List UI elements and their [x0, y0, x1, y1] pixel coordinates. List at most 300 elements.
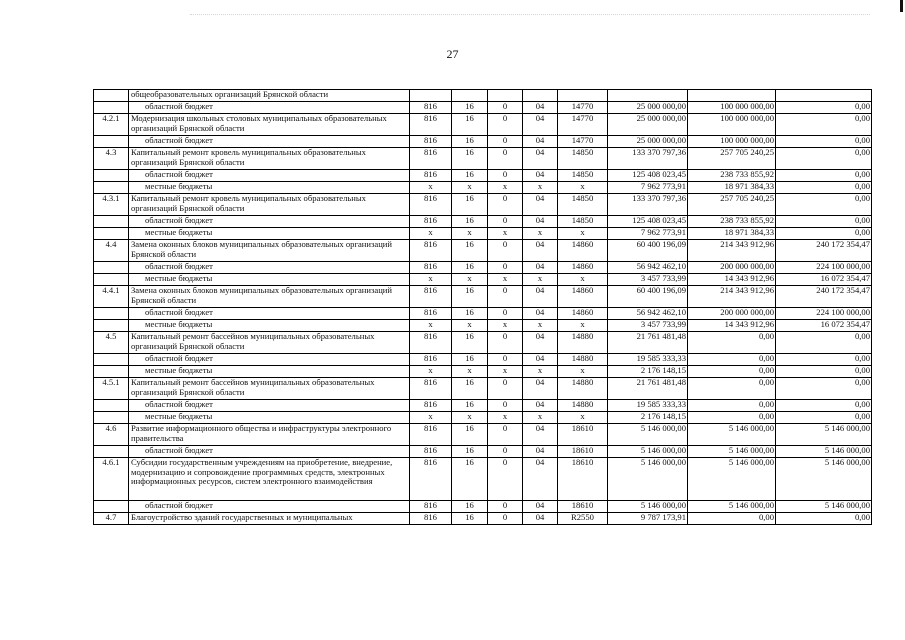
amount-year-3: 0,00	[776, 354, 872, 366]
amount-year-1: 56 942 462,10	[608, 308, 688, 320]
row-name: областной бюджет	[129, 400, 410, 412]
row-name: Замена оконных блоков муниципальных образовательных организаций Брянской области	[129, 286, 410, 308]
code-subsection: 0	[488, 308, 523, 320]
code-subsection: 0	[488, 424, 523, 446]
code-admin: x	[410, 412, 452, 424]
code-target	[558, 90, 608, 102]
row-number: 4.6	[94, 424, 129, 446]
code-section: x	[452, 274, 488, 286]
row-name: областной бюджет	[129, 136, 410, 148]
table-row	[94, 274, 872, 286]
table-row	[94, 216, 872, 228]
code-admin: 816	[410, 102, 452, 114]
amount-year-3: 240 172 354,47	[776, 240, 872, 262]
amount-year-3: 5 146 000,00	[776, 424, 872, 446]
row-number: 4.4	[94, 240, 129, 262]
amount-year-2: 18 971 384,33	[688, 228, 776, 240]
code-article: 04	[523, 102, 558, 114]
code-article: 04	[523, 501, 558, 513]
code-article: 04	[523, 148, 558, 170]
amount-year-2: 5 146 000,00	[688, 446, 776, 458]
code-admin: x	[410, 274, 452, 286]
row-number: 4.3.1	[94, 194, 129, 216]
row-number	[94, 262, 129, 274]
code-section	[452, 90, 488, 102]
code-section: 16	[452, 424, 488, 446]
row-number	[94, 228, 129, 240]
code-section: 16	[452, 216, 488, 228]
code-article: 04	[523, 286, 558, 308]
code-admin: 816	[410, 400, 452, 412]
row-number: 4.7	[94, 513, 129, 525]
code-section: 16	[452, 308, 488, 320]
code-article: 04	[523, 400, 558, 412]
code-admin: 816	[410, 148, 452, 170]
amount-year-1: 56 942 462,10	[608, 262, 688, 274]
table-row	[94, 320, 872, 332]
code-section: 16	[452, 332, 488, 354]
code-section: 16	[452, 102, 488, 114]
row-number	[94, 136, 129, 148]
row-name: Капитальный ремонт бассейнов муниципальных образовательных организаций Брянской области	[129, 378, 410, 400]
code-article: x	[523, 412, 558, 424]
amount-year-1: 125 408 023,45	[608, 170, 688, 182]
amount-year-2: 5 146 000,00	[688, 424, 776, 446]
row-name: местные бюджеты	[129, 412, 410, 424]
table-row	[94, 400, 872, 412]
code-target: x	[558, 412, 608, 424]
amount-year-3: 5 146 000,00	[776, 458, 872, 501]
amount-year-1: 133 370 797,36	[608, 194, 688, 216]
row-name: областной бюджет	[129, 308, 410, 320]
row-number: 4.4.1	[94, 286, 129, 308]
amount-year-1: 7 962 773,91	[608, 182, 688, 194]
row-number	[94, 354, 129, 366]
code-admin	[410, 90, 452, 102]
row-number: 4.5.1	[94, 378, 129, 400]
code-target: 14860	[558, 308, 608, 320]
code-subsection	[488, 90, 523, 102]
code-subsection: 0	[488, 114, 523, 136]
amount-year-1: 19 585 333,33	[608, 400, 688, 412]
code-article: x	[523, 274, 558, 286]
amount-year-2: 0,00	[688, 366, 776, 378]
row-number	[94, 102, 129, 114]
row-name: Капитальный ремонт кровель муниципальных образовательных организаций Брянской области	[129, 148, 410, 170]
amount-year-3	[776, 90, 872, 102]
row-name: Субсидии государственным учреждениям на приобретение, внедрение, модернизацию и сопровождение программных средств, электронных информационных ресурсов, систем электронного взаимодействия	[129, 458, 410, 501]
amount-year-1: 3 457 733,99	[608, 320, 688, 332]
code-article: 04	[523, 136, 558, 148]
row-name: местные бюджеты	[129, 228, 410, 240]
table-row	[94, 446, 872, 458]
code-target: 18610	[558, 458, 608, 501]
code-article: 04	[523, 332, 558, 354]
code-target: x	[558, 320, 608, 332]
code-section: 16	[452, 148, 488, 170]
amount-year-3: 0,00	[776, 170, 872, 182]
row-number	[94, 446, 129, 458]
page-number: 27	[446, 47, 459, 61]
code-admin: 816	[410, 501, 452, 513]
amount-year-2	[688, 90, 776, 102]
code-subsection: 0	[488, 501, 523, 513]
amount-year-3: 0,00	[776, 400, 872, 412]
row-name: общеобразовательных организаций Брянской области	[129, 90, 410, 102]
code-admin: 816	[410, 513, 452, 525]
row-number	[94, 182, 129, 194]
code-subsection: 0	[488, 262, 523, 274]
code-section: 16	[452, 513, 488, 525]
code-target: 18610	[558, 446, 608, 458]
code-admin: 816	[410, 262, 452, 274]
code-article: x	[523, 228, 558, 240]
amount-year-3: 0,00	[776, 136, 872, 148]
code-admin: x	[410, 182, 452, 194]
code-article: x	[523, 320, 558, 332]
code-section: x	[452, 182, 488, 194]
code-admin: x	[410, 366, 452, 378]
code-article	[523, 90, 558, 102]
code-target: 14770	[558, 136, 608, 148]
amount-year-3: 0,00	[776, 194, 872, 216]
table-row	[94, 102, 872, 114]
code-target: 14860	[558, 240, 608, 262]
amount-year-1: 5 146 000,00	[608, 501, 688, 513]
code-section: 16	[452, 400, 488, 412]
amount-year-1: 19 585 333,33	[608, 354, 688, 366]
row-number: 4.5	[94, 332, 129, 354]
code-section: 16	[452, 136, 488, 148]
code-article: 04	[523, 194, 558, 216]
table-row	[94, 228, 872, 240]
row-name: местные бюджеты	[129, 182, 410, 194]
code-subsection: 0	[488, 513, 523, 525]
row-name: местные бюджеты	[129, 320, 410, 332]
code-admin: 816	[410, 240, 452, 262]
amount-year-1: 5 146 000,00	[608, 446, 688, 458]
code-subsection: 0	[488, 378, 523, 400]
code-admin: 816	[410, 136, 452, 148]
code-section: 16	[452, 446, 488, 458]
table-row	[94, 366, 872, 378]
code-subsection: x	[488, 274, 523, 286]
row-name: областной бюджет	[129, 216, 410, 228]
scan-artifact	[190, 14, 870, 17]
amount-year-3: 0,00	[776, 148, 872, 170]
amount-year-2: 18 971 384,33	[688, 182, 776, 194]
row-number	[94, 274, 129, 286]
amount-year-2: 14 343 912,96	[688, 274, 776, 286]
table-row	[94, 458, 872, 501]
amount-year-2: 214 343 912,96	[688, 286, 776, 308]
amount-year-2: 100 000 000,00	[688, 136, 776, 148]
code-article: 04	[523, 354, 558, 366]
scan-edge-mark	[900, 0, 903, 12]
code-target: 14880	[558, 378, 608, 400]
code-article: x	[523, 366, 558, 378]
code-section: x	[452, 228, 488, 240]
code-article: 04	[523, 114, 558, 136]
code-target: 14880	[558, 354, 608, 366]
table-row	[94, 501, 872, 513]
row-number: 4.6.1	[94, 458, 129, 501]
code-section: 16	[452, 240, 488, 262]
row-name: Замена оконных блоков муниципальных образовательных организаций Брянской области	[129, 240, 410, 262]
amount-year-2: 100 000 000,00	[688, 102, 776, 114]
amount-year-3: 0,00	[776, 102, 872, 114]
amount-year-3: 0,00	[776, 412, 872, 424]
amount-year-2: 14 343 912,96	[688, 320, 776, 332]
code-section: 16	[452, 170, 488, 182]
amount-year-1: 2 176 148,15	[608, 366, 688, 378]
table-row	[94, 354, 872, 366]
table-row	[94, 513, 872, 525]
code-target: 14850	[558, 170, 608, 182]
code-article: 04	[523, 458, 558, 501]
table-row	[94, 194, 872, 216]
amount-year-3: 0,00	[776, 228, 872, 240]
code-target: x	[558, 366, 608, 378]
code-target: 14770	[558, 102, 608, 114]
code-section: 16	[452, 378, 488, 400]
table-row	[94, 90, 872, 102]
code-admin: 816	[410, 216, 452, 228]
amount-year-3: 16 072 354,47	[776, 274, 872, 286]
amount-year-3: 16 072 354,47	[776, 320, 872, 332]
code-admin: 816	[410, 194, 452, 216]
amount-year-1: 2 176 148,15	[608, 412, 688, 424]
code-subsection: 0	[488, 458, 523, 501]
amount-year-2: 257 705 240,25	[688, 148, 776, 170]
code-subsection: x	[488, 320, 523, 332]
code-subsection: 0	[488, 148, 523, 170]
code-subsection: 0	[488, 332, 523, 354]
code-article: 04	[523, 240, 558, 262]
table-row	[94, 240, 872, 262]
amount-year-3: 5 146 000,00	[776, 501, 872, 513]
amount-year-3: 0,00	[776, 182, 872, 194]
code-subsection: 0	[488, 102, 523, 114]
code-target: 14880	[558, 332, 608, 354]
table-row	[94, 262, 872, 274]
amount-year-2: 238 733 855,92	[688, 170, 776, 182]
code-admin: 816	[410, 354, 452, 366]
table-row	[94, 424, 872, 446]
code-section: 16	[452, 458, 488, 501]
row-name: Капитальный ремонт бассейнов муниципальных образовательных организаций Брянской области	[129, 332, 410, 354]
code-admin: 816	[410, 332, 452, 354]
amount-year-2: 200 000 000,00	[688, 308, 776, 320]
table-row	[94, 286, 872, 308]
amount-year-1: 3 457 733,99	[608, 274, 688, 286]
code-admin: 816	[410, 424, 452, 446]
row-name: местные бюджеты	[129, 274, 410, 286]
code-admin: x	[410, 320, 452, 332]
code-article: 04	[523, 262, 558, 274]
budget-table	[93, 89, 872, 525]
amount-year-1: 7 962 773,91	[608, 228, 688, 240]
code-target: 14880	[558, 400, 608, 412]
amount-year-1: 25 000 000,00	[608, 114, 688, 136]
amount-year-1: 60 400 196,09	[608, 286, 688, 308]
code-target: 18610	[558, 501, 608, 513]
code-article: 04	[523, 424, 558, 446]
code-admin: 816	[410, 378, 452, 400]
code-article: x	[523, 182, 558, 194]
code-admin: 816	[410, 458, 452, 501]
row-name: областной бюджет	[129, 170, 410, 182]
code-admin: 816	[410, 114, 452, 136]
amount-year-1: 60 400 196,09	[608, 240, 688, 262]
code-section: 16	[452, 194, 488, 216]
amount-year-2: 200 000 000,00	[688, 262, 776, 274]
amount-year-3: 224 100 000,00	[776, 308, 872, 320]
code-target: 18610	[558, 424, 608, 446]
amount-year-1: 21 761 481,48	[608, 378, 688, 400]
code-section: x	[452, 320, 488, 332]
row-number	[94, 90, 129, 102]
code-article: 04	[523, 513, 558, 525]
code-subsection: 0	[488, 216, 523, 228]
code-target: 14860	[558, 286, 608, 308]
row-name: областной бюджет	[129, 501, 410, 513]
amount-year-1	[608, 90, 688, 102]
code-subsection: 0	[488, 400, 523, 412]
amount-year-1: 25 000 000,00	[608, 102, 688, 114]
row-name: Модернизация школьных столовых муниципальных образовательных организаций Брянской области	[129, 114, 410, 136]
code-target: 14860	[558, 262, 608, 274]
code-target: R2550	[558, 513, 608, 525]
row-name: областной бюджет	[129, 102, 410, 114]
amount-year-2: 100 000 000,00	[688, 114, 776, 136]
table-row	[94, 114, 872, 136]
code-section: 16	[452, 501, 488, 513]
amount-year-2: 0,00	[688, 513, 776, 525]
row-number	[94, 170, 129, 182]
row-number	[94, 308, 129, 320]
amount-year-1: 5 146 000,00	[608, 424, 688, 446]
amount-year-2: 238 733 855,92	[688, 216, 776, 228]
code-subsection: 0	[488, 194, 523, 216]
code-article: 04	[523, 378, 558, 400]
amount-year-1: 125 408 023,45	[608, 216, 688, 228]
code-subsection: 0	[488, 170, 523, 182]
amount-year-2: 0,00	[688, 378, 776, 400]
code-section: x	[452, 412, 488, 424]
table-row	[94, 412, 872, 424]
code-article: 04	[523, 216, 558, 228]
code-subsection: x	[488, 412, 523, 424]
code-admin: 816	[410, 446, 452, 458]
amount-year-1: 25 000 000,00	[608, 136, 688, 148]
code-admin: 816	[410, 170, 452, 182]
code-article: 04	[523, 446, 558, 458]
code-target: 14850	[558, 148, 608, 170]
row-name: областной бюджет	[129, 446, 410, 458]
row-number	[94, 366, 129, 378]
table-row	[94, 148, 872, 170]
amount-year-2: 0,00	[688, 332, 776, 354]
code-admin: 816	[410, 286, 452, 308]
code-subsection: x	[488, 182, 523, 194]
amount-year-1: 21 761 481,48	[608, 332, 688, 354]
code-target: 14850	[558, 216, 608, 228]
row-name: Благоустройство зданий государственных и муниципальных	[129, 513, 410, 525]
row-name: Капитальный ремонт кровель муниципальных образовательных организаций Брянской области	[129, 194, 410, 216]
code-target: x	[558, 182, 608, 194]
code-article: 04	[523, 308, 558, 320]
code-target: 14770	[558, 114, 608, 136]
code-target: x	[558, 274, 608, 286]
table-row	[94, 136, 872, 148]
code-subsection: x	[488, 366, 523, 378]
row-number: 4.2.1	[94, 114, 129, 136]
table-row	[94, 308, 872, 320]
row-number	[94, 320, 129, 332]
row-number	[94, 216, 129, 228]
amount-year-1: 133 370 797,36	[608, 148, 688, 170]
row-name: областной бюджет	[129, 262, 410, 274]
amount-year-2: 0,00	[688, 412, 776, 424]
row-name: местные бюджеты	[129, 366, 410, 378]
row-number: 4.3	[94, 148, 129, 170]
code-subsection: 0	[488, 240, 523, 262]
code-section: x	[452, 366, 488, 378]
code-target: x	[558, 228, 608, 240]
amount-year-2: 5 146 000,00	[688, 458, 776, 501]
amount-year-3: 0,00	[776, 378, 872, 400]
amount-year-3: 224 100 000,00	[776, 262, 872, 274]
amount-year-3: 0,00	[776, 366, 872, 378]
table-row	[94, 332, 872, 354]
amount-year-3: 0,00	[776, 332, 872, 354]
budget-table-body	[94, 90, 872, 525]
amount-year-3: 0,00	[776, 114, 872, 136]
amount-year-2: 0,00	[688, 400, 776, 412]
code-subsection: 0	[488, 446, 523, 458]
code-subsection: 0	[488, 136, 523, 148]
table-row	[94, 378, 872, 400]
table-row	[94, 182, 872, 194]
code-target: 14850	[558, 194, 608, 216]
amount-year-3: 240 172 354,47	[776, 286, 872, 308]
code-section: 16	[452, 262, 488, 274]
amount-year-3: 5 146 000,00	[776, 446, 872, 458]
row-number	[94, 400, 129, 412]
code-section: 16	[452, 354, 488, 366]
code-article: 04	[523, 170, 558, 182]
code-admin: 816	[410, 308, 452, 320]
code-subsection: x	[488, 228, 523, 240]
code-section: 16	[452, 114, 488, 136]
amount-year-2: 5 146 000,00	[688, 501, 776, 513]
amount-year-2: 214 343 912,96	[688, 240, 776, 262]
code-admin: x	[410, 228, 452, 240]
code-subsection: 0	[488, 286, 523, 308]
row-number	[94, 501, 129, 513]
row-name: Развитие информационного общества и инфраструктуры электронного правительства	[129, 424, 410, 446]
amount-year-2: 0,00	[688, 354, 776, 366]
amount-year-3: 0,00	[776, 513, 872, 525]
code-section: 16	[452, 286, 488, 308]
row-number	[94, 412, 129, 424]
code-subsection: 0	[488, 354, 523, 366]
amount-year-1: 5 146 000,00	[608, 458, 688, 501]
table-row	[94, 170, 872, 182]
amount-year-3: 0,00	[776, 216, 872, 228]
amount-year-1: 9 787 173,91	[608, 513, 688, 525]
